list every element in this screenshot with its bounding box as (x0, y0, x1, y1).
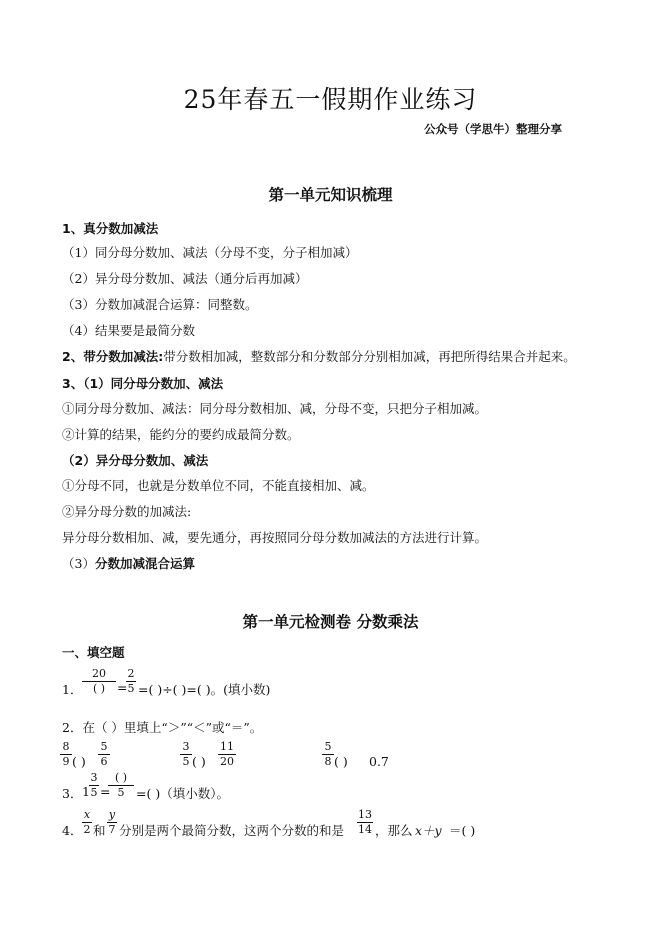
q3-fraction-2 (108, 772, 134, 799)
q4-a-numerator: x (83, 808, 91, 821)
q3-g-denominator: 5 (117, 786, 125, 799)
p1-item: （3）分数加减混合运算：同整数。 (62, 297, 258, 312)
q2-a-answer-blank[interactable]: ( ) (72, 754, 86, 769)
q4-expression: x＋y (415, 823, 442, 838)
q1-fraction-2 (126, 668, 136, 695)
q2-c-denominator: 5 (182, 755, 190, 768)
q2-d-numerator: 11 (220, 740, 234, 753)
q1-f1-denominator: ( ) (92, 682, 106, 695)
p3b-item: ①分母不同，也就是分数单位不同，不能直接相加、减。 (62, 478, 375, 493)
p3b-item: ②异分母分数的加减法: (62, 504, 192, 519)
q2-a-numerator: 8 (62, 740, 70, 753)
credit-line: 公众号（学思牛）整理分享 (424, 122, 562, 136)
q4-and: 和 (93, 823, 106, 838)
p1-title: 1、真分数加减法 (62, 221, 159, 236)
q1-f2-denominator: 5 (127, 682, 135, 695)
q2-e-numerator: 5 (324, 740, 332, 753)
q3-number: 3． (62, 786, 83, 801)
q1-number: 1． (62, 682, 83, 697)
q2-e-value: 0.7 (369, 754, 389, 769)
q2-fraction-c (180, 741, 192, 768)
q1-equals: = (117, 680, 128, 695)
q3-rest: =( )（填小数）。 (136, 786, 229, 801)
q4-number: 4． (62, 823, 83, 838)
p2-line (62, 347, 576, 365)
q3-f-denominator: 5 (90, 786, 98, 799)
q2-text: 2．在（ ）里填上“＞”“＜”或“＝”。 (62, 720, 263, 735)
q4-c-denominator: 14 (358, 823, 372, 836)
q4-b-numerator: y (108, 808, 116, 821)
q4-fraction-c (357, 809, 373, 836)
section1-heading: 第一单元知识梳理 (268, 186, 393, 204)
q2-a-denominator: 9 (62, 755, 70, 768)
q1-f1-numerator: 20 (92, 667, 106, 680)
p3-title: 3、（1）同分母分数加、减法 (62, 376, 224, 391)
q4-fraction-b (107, 809, 117, 836)
p2-bold: 2、带分数加减法: (62, 349, 164, 364)
q3-f-numerator: 3 (90, 771, 98, 784)
p1-item: （4）结果要是最简分数 (62, 323, 195, 338)
q4-mid: 分别是两个最简分数，这两个分数的和是 (119, 823, 345, 838)
q3-g-numerator: ( ) (114, 771, 128, 784)
q2-fraction-e (322, 741, 334, 768)
q3-fraction-1 (89, 772, 99, 799)
q4-c-numerator: 13 (358, 808, 372, 821)
p2-text: 带分数相加减，整数部分和分数部分分别相加减，再把所得结果合并起来。 (163, 349, 576, 364)
q4-answer-blank[interactable]: ＝( ) (449, 823, 476, 838)
p3-item: ①同分母分数加、减法：同分母分数相加、减，分母不变，只把分子相加减。 (62, 401, 488, 416)
p3-item: ②计算的结果，能约分的要约成最简分数。 (62, 427, 300, 442)
q1-fraction-1 (82, 668, 116, 695)
q3-equals: = (100, 784, 111, 799)
q4-tail: ，那么 (375, 823, 413, 838)
q2-b-denominator: 6 (100, 755, 108, 768)
p3b-title: （2）异分母分数加、减法 (62, 453, 209, 468)
q2-c-answer-blank[interactable]: ( ) (192, 754, 206, 769)
q1-f2-numerator: 2 (127, 667, 135, 680)
q2-fraction-d (218, 741, 236, 768)
q2-d-denominator: 20 (220, 755, 234, 768)
q3-whole: 1 (82, 784, 90, 799)
q2-e-answer-blank[interactable]: ( ) (334, 754, 348, 769)
p3c-prefix: （3） (62, 556, 95, 571)
p1-item: （2）异分母分数加、减法（通分后再加减） (62, 271, 308, 286)
p3c-line (62, 554, 195, 572)
q2-c-numerator: 3 (182, 740, 190, 753)
part-title: 一、填空题 (62, 645, 125, 660)
q2-fraction-b (98, 741, 110, 768)
q4-a-denominator: 2 (83, 823, 91, 836)
p3c-title: 分数加减混合运算 (94, 556, 195, 571)
q2-e-denominator: 8 (324, 755, 332, 768)
q1-rest: =( )÷( )=( )。(填小数) (138, 682, 271, 697)
q2-fraction-a (60, 741, 72, 768)
p3b-item: 异分母分数相加、减，要先通分，再按照同分母分数加减法的方法进行计算。 (62, 530, 488, 545)
q4-fraction-a (82, 809, 92, 836)
q4-b-denominator: 7 (108, 823, 116, 836)
q2-b-numerator: 5 (100, 740, 108, 753)
p1-item: （1）同分母分数加、减法（分母不变，分子相加减） (62, 245, 358, 260)
page-title: 25年春五一假期作业练习 (183, 85, 478, 114)
section2-heading: 第一单元检测卷 分数乘法 (242, 613, 419, 631)
